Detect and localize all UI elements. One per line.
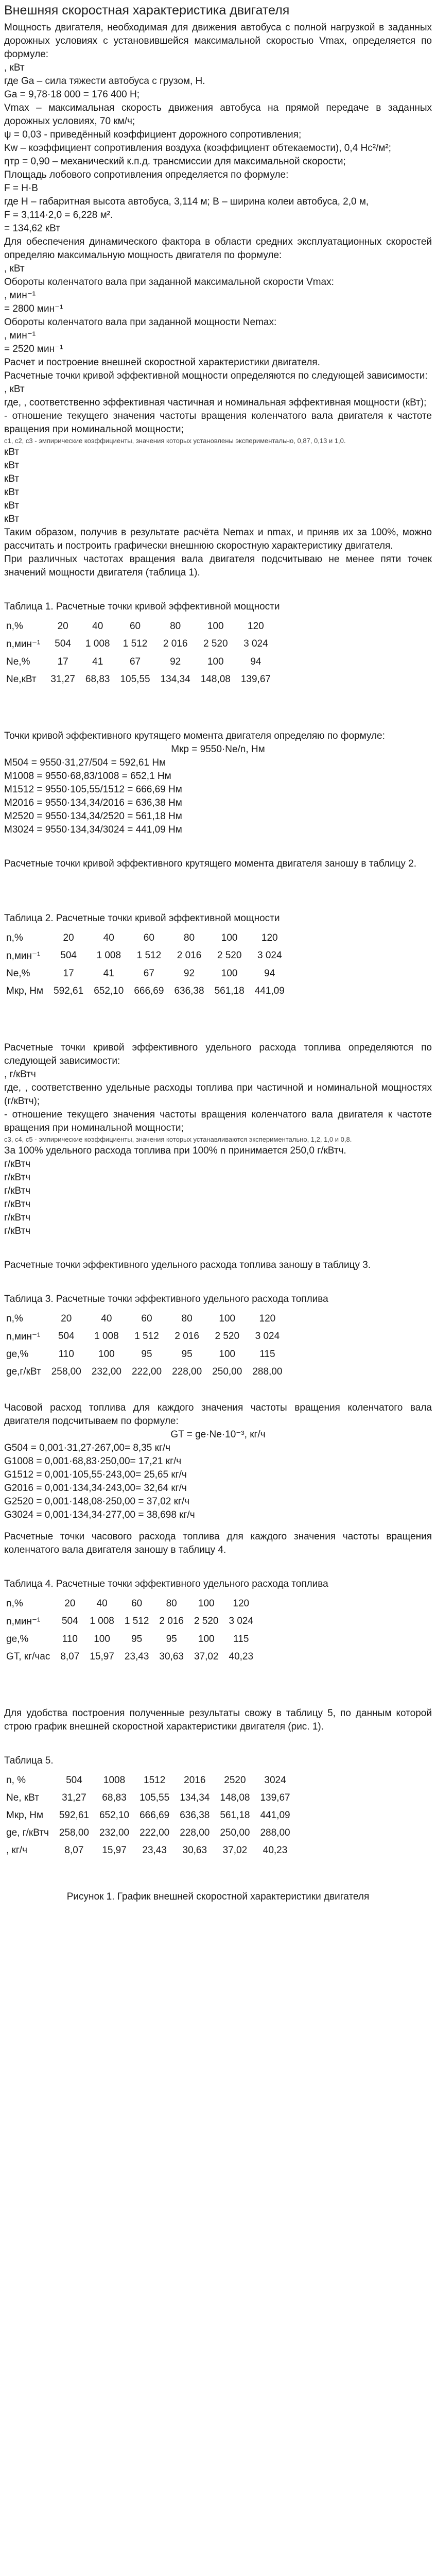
table-cell: 95 xyxy=(131,1634,143,1645)
table5-caption: Таблица 5. xyxy=(4,1755,54,1766)
table-cell: 67 xyxy=(129,656,141,667)
table-cell: 95 xyxy=(141,1349,152,1360)
table-cell: 95 xyxy=(166,1634,177,1645)
table-cell: 40,23 xyxy=(263,1845,288,1856)
definition-ne: где, , соответственно эффективная частичная и номинальная эффективная мощности (кВт); xyxy=(4,397,427,408)
table-cell: 561,18 xyxy=(214,986,245,996)
table-1 xyxy=(4,618,276,688)
formula-unit: , кВт xyxy=(4,62,25,73)
table-cell: 1512 xyxy=(144,1775,166,1786)
table-cell: 561,18 xyxy=(220,1810,250,1821)
rpm-value: = 2800 мин⁻¹ xyxy=(4,303,63,314)
table-cell: n,мин⁻¹ xyxy=(6,951,41,961)
table-cell: n,% xyxy=(6,933,23,943)
table-row xyxy=(4,982,290,1000)
table-cell: 60 xyxy=(129,621,141,632)
table-row xyxy=(4,1789,295,1807)
table-cell: 1 512 xyxy=(123,638,148,649)
table-cell: 1 512 xyxy=(136,950,162,961)
table-cell: 80 xyxy=(170,621,181,632)
table-cell: 3024 xyxy=(264,1775,286,1786)
table-cell: 120 xyxy=(259,1313,276,1324)
table-cell: 652,10 xyxy=(94,986,124,996)
kw-line: кВт xyxy=(4,460,20,471)
table-cell: Mкр, Нм xyxy=(6,986,44,996)
hourly-calc: G2520 = 0,001·148,08·250,00 = 37,02 кг/ч xyxy=(4,1496,190,1507)
table-cell: n,мин⁻¹ xyxy=(6,1331,41,1342)
area-calc: F = 3,114·2,0 = 6,228 м². xyxy=(4,210,113,221)
table-cell: 100 xyxy=(219,1349,236,1360)
torque-calc: M504 = 9550·31,27/504 = 592,61 Нм xyxy=(4,757,166,768)
table-cell: 592,61 xyxy=(54,986,84,996)
table-cell: 105,55 xyxy=(120,674,150,685)
table-row xyxy=(4,618,276,635)
table-row xyxy=(4,653,276,671)
table-cell: , кг/ч xyxy=(6,1845,27,1856)
hourly-calc: G504 = 0,001·31,27·267,00= 8,35 кг/ч xyxy=(4,1443,171,1453)
table-cell: 20 xyxy=(61,1313,72,1324)
table-cell: 1 512 xyxy=(124,1616,149,1626)
table-cell: 60 xyxy=(141,1313,152,1324)
table-cell: 8,07 xyxy=(64,1845,84,1856)
coeffs-note: с1, с2, с3 - эмпирические коэффициенты, значения которых установлены экспериментально, 0,87, 0,13 и 1,0. xyxy=(4,437,346,445)
definition-kw: Kw – коэффициент сопротивления воздуха (коэффициент обтекаемости), 0,4 Нс²/м²; xyxy=(4,143,391,154)
table-cell: 23,43 xyxy=(142,1845,167,1856)
area-formula: F = H·B xyxy=(4,183,38,194)
table-cell: 120 xyxy=(233,1598,250,1609)
definition-area: Площадь лобового сопротивления определяется по формуле: xyxy=(4,170,289,180)
table-cell: 250,00 xyxy=(220,1827,250,1838)
g-line: г/кВтч xyxy=(4,1212,31,1223)
table-row xyxy=(4,1842,295,1859)
table-cell: 666,69 xyxy=(134,986,164,996)
coeffs-note-2: с3, с4, с5 - эмпирические коэффициенты, значения которых устанавливаются экспериментально, 1,2, 1,0 и 0,8. xyxy=(4,1136,352,1143)
table-row xyxy=(4,1613,258,1631)
table-cell: 134,34 xyxy=(180,1792,210,1803)
table-row xyxy=(4,929,290,947)
table4-intro: Расчетные точки часового расхода топлива для каждого значения частоты вращения коленчатого вала двигателя заношу в таблицу 4. xyxy=(4,1531,432,1555)
table-cell: 504 xyxy=(66,1775,82,1786)
torque-formula: Mкр = 9550·Ne/n, Нм xyxy=(171,744,265,755)
table-cell: 1 512 xyxy=(134,1331,159,1342)
table-row xyxy=(4,965,290,982)
table-cell: 2 520 xyxy=(194,1616,219,1626)
figure-caption: Рисунок 1. График внешней скоростной характеристики двигателя xyxy=(66,1891,370,1902)
table-5 xyxy=(4,1772,295,1859)
table-3 xyxy=(4,1310,287,1381)
table-cell: 1008 xyxy=(103,1775,126,1786)
table-cell: 288,00 xyxy=(252,1366,283,1377)
table-cell: 20 xyxy=(57,621,68,632)
table-cell: 288,00 xyxy=(260,1827,290,1838)
table-cell: 30,63 xyxy=(159,1651,184,1662)
table-cell: 148,08 xyxy=(220,1792,250,1803)
table-cell: 17 xyxy=(63,968,74,979)
table-cell: n,% xyxy=(6,621,23,632)
table-cell: 134,34 xyxy=(160,674,190,685)
definition-eta: ηтр = 0,90 – механический к.п.д. трансмиссии для максимальной скорости; xyxy=(4,156,346,167)
table-cell: GT, кг/час xyxy=(6,1651,50,1662)
table-cell: n, % xyxy=(6,1775,26,1786)
intro-paragraph: Мощность двигателя, необходимая для движения автобуса с полной нагрузкой в заданных дорожных условиях с установившейся максимальной скоростью Vmax, определяется по формуле: xyxy=(4,22,432,60)
table-cell: 68,83 xyxy=(102,1792,127,1803)
table-cell: 2 520 xyxy=(203,638,228,649)
table-row xyxy=(4,1328,287,1346)
table-cell: Ne,кВт xyxy=(6,674,37,685)
table-cell: 15,97 xyxy=(90,1651,114,1662)
table-cell: Ne,% xyxy=(6,656,30,667)
g-line: г/кВтч xyxy=(4,1199,31,1210)
table-cell: 258,00 xyxy=(59,1827,89,1838)
table-cell: 100 xyxy=(98,1349,115,1360)
table-intro: При различных частотах вращения вала двигателя подсчитываю не менее пяти точек значений мощности двигателя (таблица 1). xyxy=(4,554,432,578)
table-cell: 228,00 xyxy=(180,1827,210,1838)
table-cell: 115 xyxy=(259,1349,275,1360)
result-text: Таким образом, получив в результате расчёта Nemax и nmax, и приняв их за 100%, можно рассчитать и построить графически внешнюю скоростную характеристику двигателя. xyxy=(4,527,432,551)
table-row xyxy=(4,1346,287,1363)
definition-ratio-2: - отношение текущего значения частоты вращения коленчатого вала двигателя к частоте вращения при номинальной мощности; xyxy=(4,1109,432,1133)
table-cell: 504 xyxy=(60,950,77,961)
curve-intro: Расчетные точки кривой эффективной мощности определяются по следующей зависимости: xyxy=(4,370,428,381)
table-cell: 1 008 xyxy=(96,950,121,961)
hourly-formula: GT = ge·Ne·10⁻³, кг/ч xyxy=(170,1429,266,1440)
torque-calc: M1008 = 9550·68,83/1008 = 652,1 Нм xyxy=(4,771,171,782)
table-cell: 1 008 xyxy=(85,638,110,649)
table-cell: 105,55 xyxy=(139,1792,170,1803)
table-cell: 115 xyxy=(233,1634,249,1645)
table-cell: 60 xyxy=(143,933,154,943)
hourly-calc: G3024 = 0,001·134,34·277,00 = 38,698 кг/ч xyxy=(4,1510,195,1520)
table-cell: 3 024 xyxy=(255,1331,280,1342)
table-cell: ge,% xyxy=(6,1634,29,1645)
table-row xyxy=(4,1631,258,1648)
table-cell: n,% xyxy=(6,1598,23,1609)
table-cell: 228,00 xyxy=(172,1366,202,1377)
table3-caption: Таблица 3. Расчетные точки эффективного удельного расхода топлива xyxy=(4,1294,328,1304)
table-cell: 148,08 xyxy=(200,674,231,685)
table-row xyxy=(4,635,276,653)
table-row xyxy=(4,1824,295,1842)
table-cell: ge,% xyxy=(6,1349,29,1360)
table-cell: 95 xyxy=(181,1349,193,1360)
hourly-calc: G1512 = 0,001·105,55·243,00= 25,65 кг/ч xyxy=(4,1469,187,1480)
rpm-nmax-intro: Обороты коленчатого вала при заданной мощности Nemax: xyxy=(4,317,277,328)
table-cell: 3 024 xyxy=(257,950,282,961)
table-cell: 100 xyxy=(219,1313,236,1324)
table-cell: 504 xyxy=(55,638,71,649)
definition-g: где Gа – сила тяжести автобуса с грузом, Н. xyxy=(4,76,205,87)
page-title: Внешняя скоростная характеристика двигателя xyxy=(4,3,290,18)
calc-title: Расчет и построение внешней скоростной характеристики двигателя. xyxy=(4,357,320,368)
hourly-intro: Часовой расход топлива для каждого значения частоты вращения коленчатого вала двигателя подсчитываем по формуле: xyxy=(4,1402,432,1427)
table-cell: n,% xyxy=(6,1313,23,1324)
table2-intro: Расчетные точки кривой эффективного крутящего момента двигателя заношу в таблицу 2. xyxy=(4,858,417,869)
table-cell: 37,02 xyxy=(194,1651,219,1662)
calc-g: Gа = 9,78·18 000 = 176 400 Н; xyxy=(4,89,140,100)
kw-line: кВт xyxy=(4,500,20,511)
table-cell: 504 xyxy=(61,1616,78,1626)
formula-unit-min-2: , мин⁻¹ xyxy=(4,330,36,341)
table-cell: 68,83 xyxy=(85,674,110,685)
g-line: г/кВтч xyxy=(4,1159,31,1170)
table-cell: Ne, кВт xyxy=(6,1792,39,1803)
table-cell: 60 xyxy=(131,1598,143,1609)
table-cell: 222,00 xyxy=(139,1827,170,1838)
table-row xyxy=(4,1772,295,1789)
table-cell: 40 xyxy=(96,1598,108,1609)
table4-caption: Таблица 4. Расчетные точки эффективного удельного расхода топлива xyxy=(4,1579,328,1589)
table-row xyxy=(4,1595,258,1613)
formula-unit-min: , мин⁻¹ xyxy=(4,290,36,301)
table-cell: 40,23 xyxy=(229,1651,254,1662)
table-cell: 15,97 xyxy=(102,1845,127,1856)
table-cell: 2 520 xyxy=(217,950,242,961)
table-cell: 2 016 xyxy=(159,1616,184,1626)
table-cell: Mкр, Нм xyxy=(6,1810,44,1821)
table-cell: 232,00 xyxy=(99,1827,130,1838)
table-cell: 120 xyxy=(248,621,264,632)
table-row xyxy=(4,1363,287,1381)
table-cell: 40 xyxy=(103,933,114,943)
max-power-intro: Для обеспечения динамического фактора в области средних эксплуатационных скоростей определяю максимальную мощность двигателя по формуле: xyxy=(4,236,432,261)
hourly-calc: G2016 = 0,001·134,34·243,00= 32,64 кг/ч xyxy=(4,1483,187,1494)
table-cell: 2 016 xyxy=(175,1331,199,1342)
definition-ge: где, , соответственно удельные расходы топлива при частичной и номинальной мощностях (г/кВтч); xyxy=(4,1082,432,1107)
table-row xyxy=(4,671,276,688)
table5-intro: Для удобства построения полученные результаты свожу в таблицу 5, по данным которой строю график внешней скоростной характеристики двигателя (рис. 1). xyxy=(4,1708,432,1732)
table-row xyxy=(4,1807,295,1824)
kw-line: кВт xyxy=(4,473,20,484)
fuel-100: За 100% удельного расхода топлива при 100% n принимается 250,0 г/кВтч. xyxy=(4,1145,346,1156)
table-cell: Ne,% xyxy=(6,968,30,979)
table-cell: 1 008 xyxy=(90,1616,114,1626)
table-cell: 41 xyxy=(103,968,114,979)
g-line: г/кВтч xyxy=(4,1185,31,1196)
table-cell: 232,00 xyxy=(91,1366,121,1377)
table1-caption: Таблица 1. Расчетные точки кривой эффективной мощности xyxy=(4,601,280,612)
g-line: г/кВтч xyxy=(4,1172,31,1183)
table-cell: 40 xyxy=(101,1313,112,1324)
table-cell: 100 xyxy=(221,968,238,979)
table2-caption: Таблица 2. Расчетные точки кривой эффективной мощности xyxy=(4,913,280,924)
table-cell: 139,67 xyxy=(260,1792,290,1803)
kw-line: кВт xyxy=(4,447,20,457)
table-cell: ge,г/кВт xyxy=(6,1366,41,1377)
table-cell: 250,00 xyxy=(212,1366,242,1377)
table-cell: 3 024 xyxy=(243,638,268,649)
nv-result: = 134,62 кВт xyxy=(4,223,60,234)
table-cell: 636,38 xyxy=(174,986,204,996)
table-cell: 94 xyxy=(250,656,261,667)
table-4 xyxy=(4,1595,258,1666)
table-row xyxy=(4,947,290,965)
kw-line: кВт xyxy=(4,514,20,524)
table-cell: 92 xyxy=(170,656,181,667)
formula-unit-2: , кВт xyxy=(4,263,25,274)
table-cell: 652,10 xyxy=(99,1810,130,1821)
table-cell: 37,02 xyxy=(222,1845,248,1856)
table-cell: 80 xyxy=(181,1313,193,1324)
table-cell: 504 xyxy=(58,1331,75,1342)
torque-calc: M2520 = 9550·134,34/2520 = 561,18 Нм xyxy=(4,811,182,822)
torque-calc: M2016 = 9550·134,34/2016 = 636,38 Нм xyxy=(4,798,182,808)
table-cell: 2 016 xyxy=(177,950,202,961)
table-cell: 100 xyxy=(198,1634,215,1645)
table-cell: 100 xyxy=(207,621,224,632)
table-cell: 20 xyxy=(64,1598,76,1609)
torque-calc: M3024 = 9550·134,34/3024 = 441,09 Нм xyxy=(4,824,182,835)
table-cell: 30,63 xyxy=(182,1845,207,1856)
table-cell: 666,69 xyxy=(139,1810,170,1821)
table-cell: 2520 xyxy=(224,1775,246,1786)
table-cell: 100 xyxy=(207,656,224,667)
torque-calc: M1512 = 9550·105,55/1512 = 666,69 Нм xyxy=(4,784,182,795)
table-cell: 100 xyxy=(94,1634,110,1645)
table-cell: 23,43 xyxy=(124,1651,149,1662)
rpm-nmax-value: = 2520 мин⁻¹ xyxy=(4,344,63,354)
table-cell: 592,61 xyxy=(59,1810,89,1821)
definition-vmax: Vmax – максимальная скорость движения автобуса на прямой передаче в заданных дорожных условиях, 70 км/ч; xyxy=(4,103,432,127)
table-cell: 80 xyxy=(183,933,195,943)
definition-hb: где H – габаритная высота автобуса, 3,114 м; B – ширина колеи автобуса, 2,0 м, xyxy=(4,196,369,207)
g-line: г/кВтч xyxy=(4,1226,31,1236)
table-cell: 222,00 xyxy=(131,1366,162,1377)
table-cell: 3 024 xyxy=(229,1616,254,1626)
table-cell: 100 xyxy=(198,1598,215,1609)
table-row xyxy=(4,1310,287,1328)
table-cell: 110 xyxy=(58,1349,74,1360)
formula-unit-g: , г/кВтч xyxy=(4,1069,36,1080)
table-cell: 2 520 xyxy=(215,1331,240,1342)
table-cell: n,мин⁻¹ xyxy=(6,639,41,650)
table-cell: n,мин⁻¹ xyxy=(6,1616,41,1627)
table-cell: 1 008 xyxy=(94,1331,119,1342)
table-cell: 100 xyxy=(221,933,238,943)
table-cell: 94 xyxy=(264,968,275,979)
table-cell: 258,00 xyxy=(51,1366,81,1377)
table-cell: 40 xyxy=(92,621,103,632)
table-cell: 2016 xyxy=(184,1775,206,1786)
definition-ratio: - отношение текущего значения частоты вращения коленчатого вала двигателя к частоте вращения при номинальной мощности; xyxy=(4,411,432,435)
hourly-calc: G1008 = 0,001·68,83·250,00= 17,21 кг/ч xyxy=(4,1456,182,1467)
fuel-intro: Расчетные точки кривой эффективного удельного расхода топлива определяются по следующей зависимости: xyxy=(4,1042,432,1066)
table-cell: 441,09 xyxy=(254,986,285,996)
table-cell: 92 xyxy=(183,968,195,979)
table-cell: 120 xyxy=(261,933,278,943)
rpm-intro: Обороты коленчатого вала при заданной максимальной скорости Vmax: xyxy=(4,277,334,287)
formula-unit-3: , кВт xyxy=(4,384,25,395)
table-cell: 31,27 xyxy=(62,1792,86,1803)
table-cell: 20 xyxy=(63,933,74,943)
table3-intro: Расчетные точки эффективного удельного расхода топлива заношу в таблицу 3. xyxy=(4,1260,371,1270)
table-row xyxy=(4,1648,258,1666)
table-cell: 110 xyxy=(62,1634,78,1645)
table-cell: 31,27 xyxy=(50,674,75,685)
table-cell: 41 xyxy=(92,656,103,667)
table-cell: 2 016 xyxy=(163,638,188,649)
table-cell: ge, г/кВтч xyxy=(6,1827,49,1838)
torque-intro: Точки кривой эффективного крутящего момента двигателя определяю по формуле: xyxy=(4,731,385,741)
table-cell: 80 xyxy=(166,1598,177,1609)
table-cell: 17 xyxy=(57,656,68,667)
table-cell: 67 xyxy=(143,968,154,979)
table-cell: 8,07 xyxy=(60,1651,80,1662)
table-cell: 636,38 xyxy=(180,1810,210,1821)
table-2 xyxy=(4,929,290,1000)
table-cell: 139,67 xyxy=(240,674,271,685)
kw-line: кВт xyxy=(4,487,20,498)
table-cell: 441,09 xyxy=(260,1810,290,1821)
definition-psi: ψ = 0,03 - приведённый коэффициент дорожного сопротивления; xyxy=(4,129,302,140)
